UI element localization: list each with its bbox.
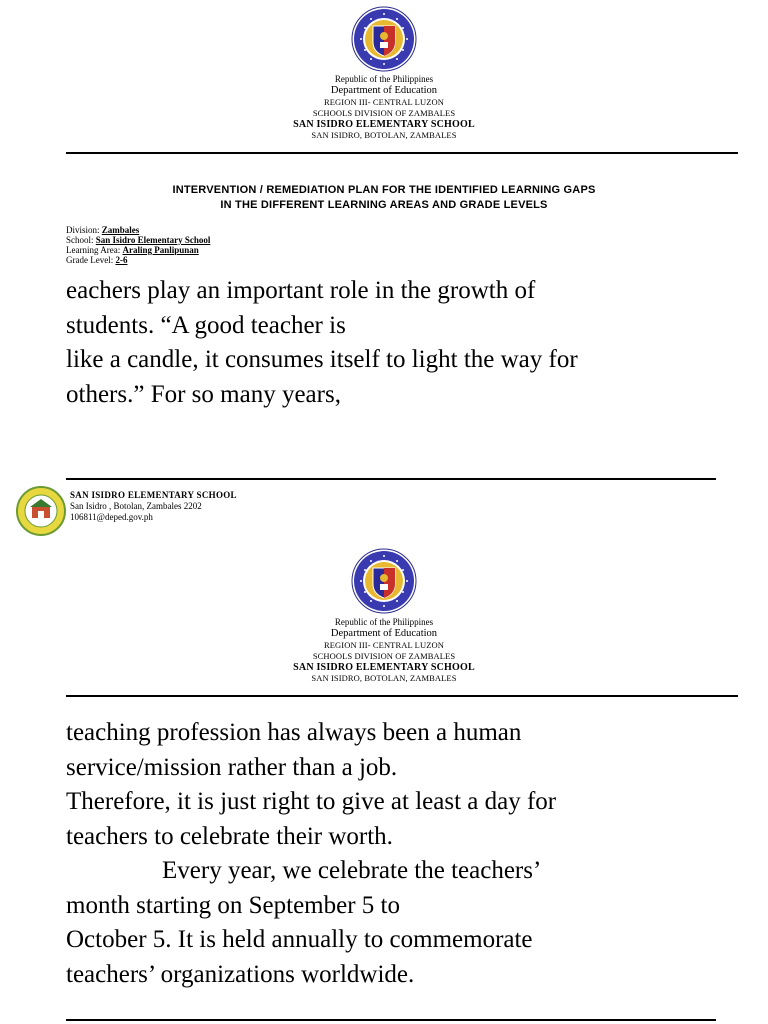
footer-address: San Isidro , Botolan, Zambales 2202: [70, 501, 202, 511]
body-line: Therefore, it is just right to give at least a day for: [66, 788, 557, 815]
page2-body: [66, 716, 726, 992]
body-line: eachers play an important role in the growth of: [66, 277, 536, 304]
region-line: REGION III- CENTRAL LUZON: [324, 97, 444, 107]
body-line: like a candle, it consumes itself to light the way for: [66, 346, 578, 373]
letterhead: [0, 617, 768, 684]
footer-divider: [66, 478, 716, 480]
body-line: teachers to celebrate their worth.: [66, 822, 393, 850]
body-line: October 5. It is held annually to commemorate: [66, 926, 533, 953]
document-meta: [66, 225, 210, 265]
body-line: month starting on September 5 to: [66, 891, 400, 919]
deped-seal-icon: [351, 6, 417, 72]
footer-info: [70, 490, 237, 523]
division-line: SCHOOLS DIVISION OF ZAMBALES: [312, 108, 456, 118]
title-line-2: IN THE DIFFERENT LEARNING AREAS AND GRADE LEVELS: [220, 199, 548, 211]
header-divider: [66, 695, 738, 697]
department-line: Department of Education: [330, 628, 438, 639]
division-line: SCHOOLS DIVISION OF ZAMBALES: [312, 651, 456, 661]
body-line: service/mission rather than a job.: [66, 753, 398, 781]
meta-division: Division: Zambales: [66, 225, 140, 235]
meta-school: School: San Isidro Elementary School: [66, 235, 211, 245]
document-title: [0, 183, 768, 213]
footer-email: 106811@deped.gov.ph: [70, 512, 153, 522]
title-line-1: INTERVENTION / REMEDIATION PLAN FOR THE IDENTIFIED LEARNING GAPS: [172, 184, 596, 196]
school-address-line: SAN ISIDRO, BOTOLAN, ZAMBALES: [311, 130, 457, 140]
footer-school-name: SAN ISIDRO ELEMENTARY SCHOOL: [70, 490, 237, 500]
body-line: teaching profession has always been a human: [66, 719, 522, 746]
school-logo-icon: [16, 486, 66, 536]
body-line: teachers’ organizations worldwide.: [66, 960, 415, 988]
deped-seal-icon: [351, 548, 417, 614]
school-address-line: SAN ISIDRO, BOTOLAN, ZAMBALES: [311, 673, 457, 683]
body-line: others.” For so many years,: [66, 380, 341, 408]
republic-line: Republic of the Philippines: [334, 74, 434, 84]
region-line: REGION III- CENTRAL LUZON: [324, 640, 444, 650]
meta-learning-area: Learning Area: Araling Panlipunan: [66, 245, 199, 255]
republic-line: Republic of the Philippines: [334, 617, 434, 627]
body-line: Every year, we celebrate the teachers’: [162, 857, 542, 884]
school-name-line: SAN ISIDRO ELEMENTARY SCHOOL: [293, 662, 475, 673]
school-name-line: SAN ISIDRO ELEMENTARY SCHOOL: [293, 119, 475, 130]
page1-body: [66, 274, 726, 412]
letterhead: [0, 74, 768, 141]
bottom-divider: [66, 1019, 716, 1021]
body-line: students. “A good teacher is: [66, 311, 346, 339]
department-line: Department of Education: [330, 85, 438, 96]
meta-grade-level: Grade Level: 2-6: [66, 255, 128, 265]
header-divider: [66, 152, 738, 154]
